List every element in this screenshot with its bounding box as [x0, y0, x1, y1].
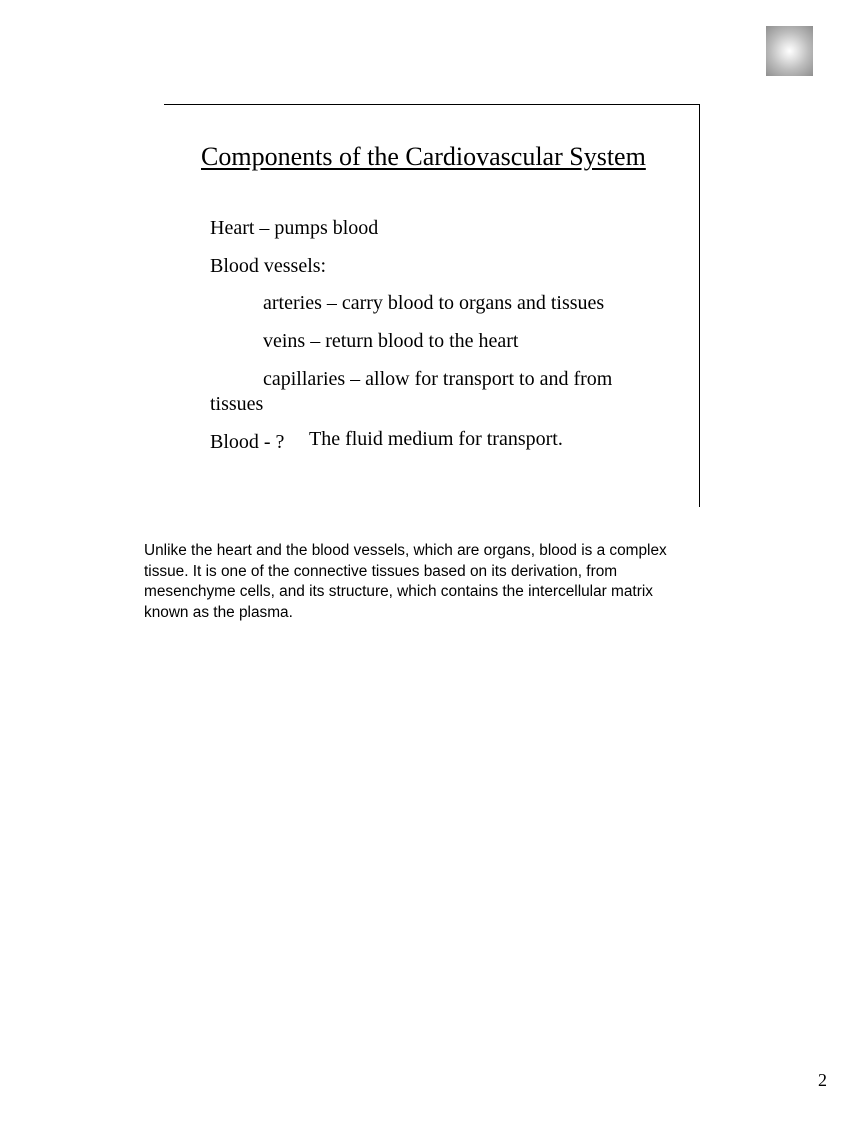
- slide-line-blood-question: Blood - ?: [210, 431, 285, 453]
- speaker-notes: [144, 541, 734, 623]
- page-number: 2: [818, 1070, 827, 1090]
- slide-line-capillaries-continued: tissues: [210, 393, 264, 415]
- slide-line-capillaries: capillaries – allow for transport to and from: [263, 368, 613, 390]
- decorative-gradient-square: [766, 26, 813, 76]
- slide-line-veins: veins – return blood to the heart: [263, 330, 519, 352]
- notes-line: known as the plasma.: [144, 603, 293, 621]
- slide-line-blood-answer: The fluid medium for transport.: [309, 428, 563, 450]
- slide-line-blood-vessels: Blood vessels:: [210, 255, 327, 277]
- slide-line-heart: Heart – pumps blood: [210, 217, 379, 239]
- notes-line: tissue. It is one of the connective tissues based on its derivation, from: [144, 562, 618, 580]
- slide-thumbnail: [164, 104, 700, 507]
- slide-title: Components of the Cardiovascular System: [201, 142, 646, 171]
- notes-line: mesenchyme cells, and its structure, which contains the intercellular matrix: [144, 583, 653, 600]
- slide-line-arteries: arteries – carry blood to organs and tissues: [263, 292, 605, 314]
- notes-line: Unlike the heart and the blood vessels, which are organs, blood is a complex: [144, 542, 667, 559]
